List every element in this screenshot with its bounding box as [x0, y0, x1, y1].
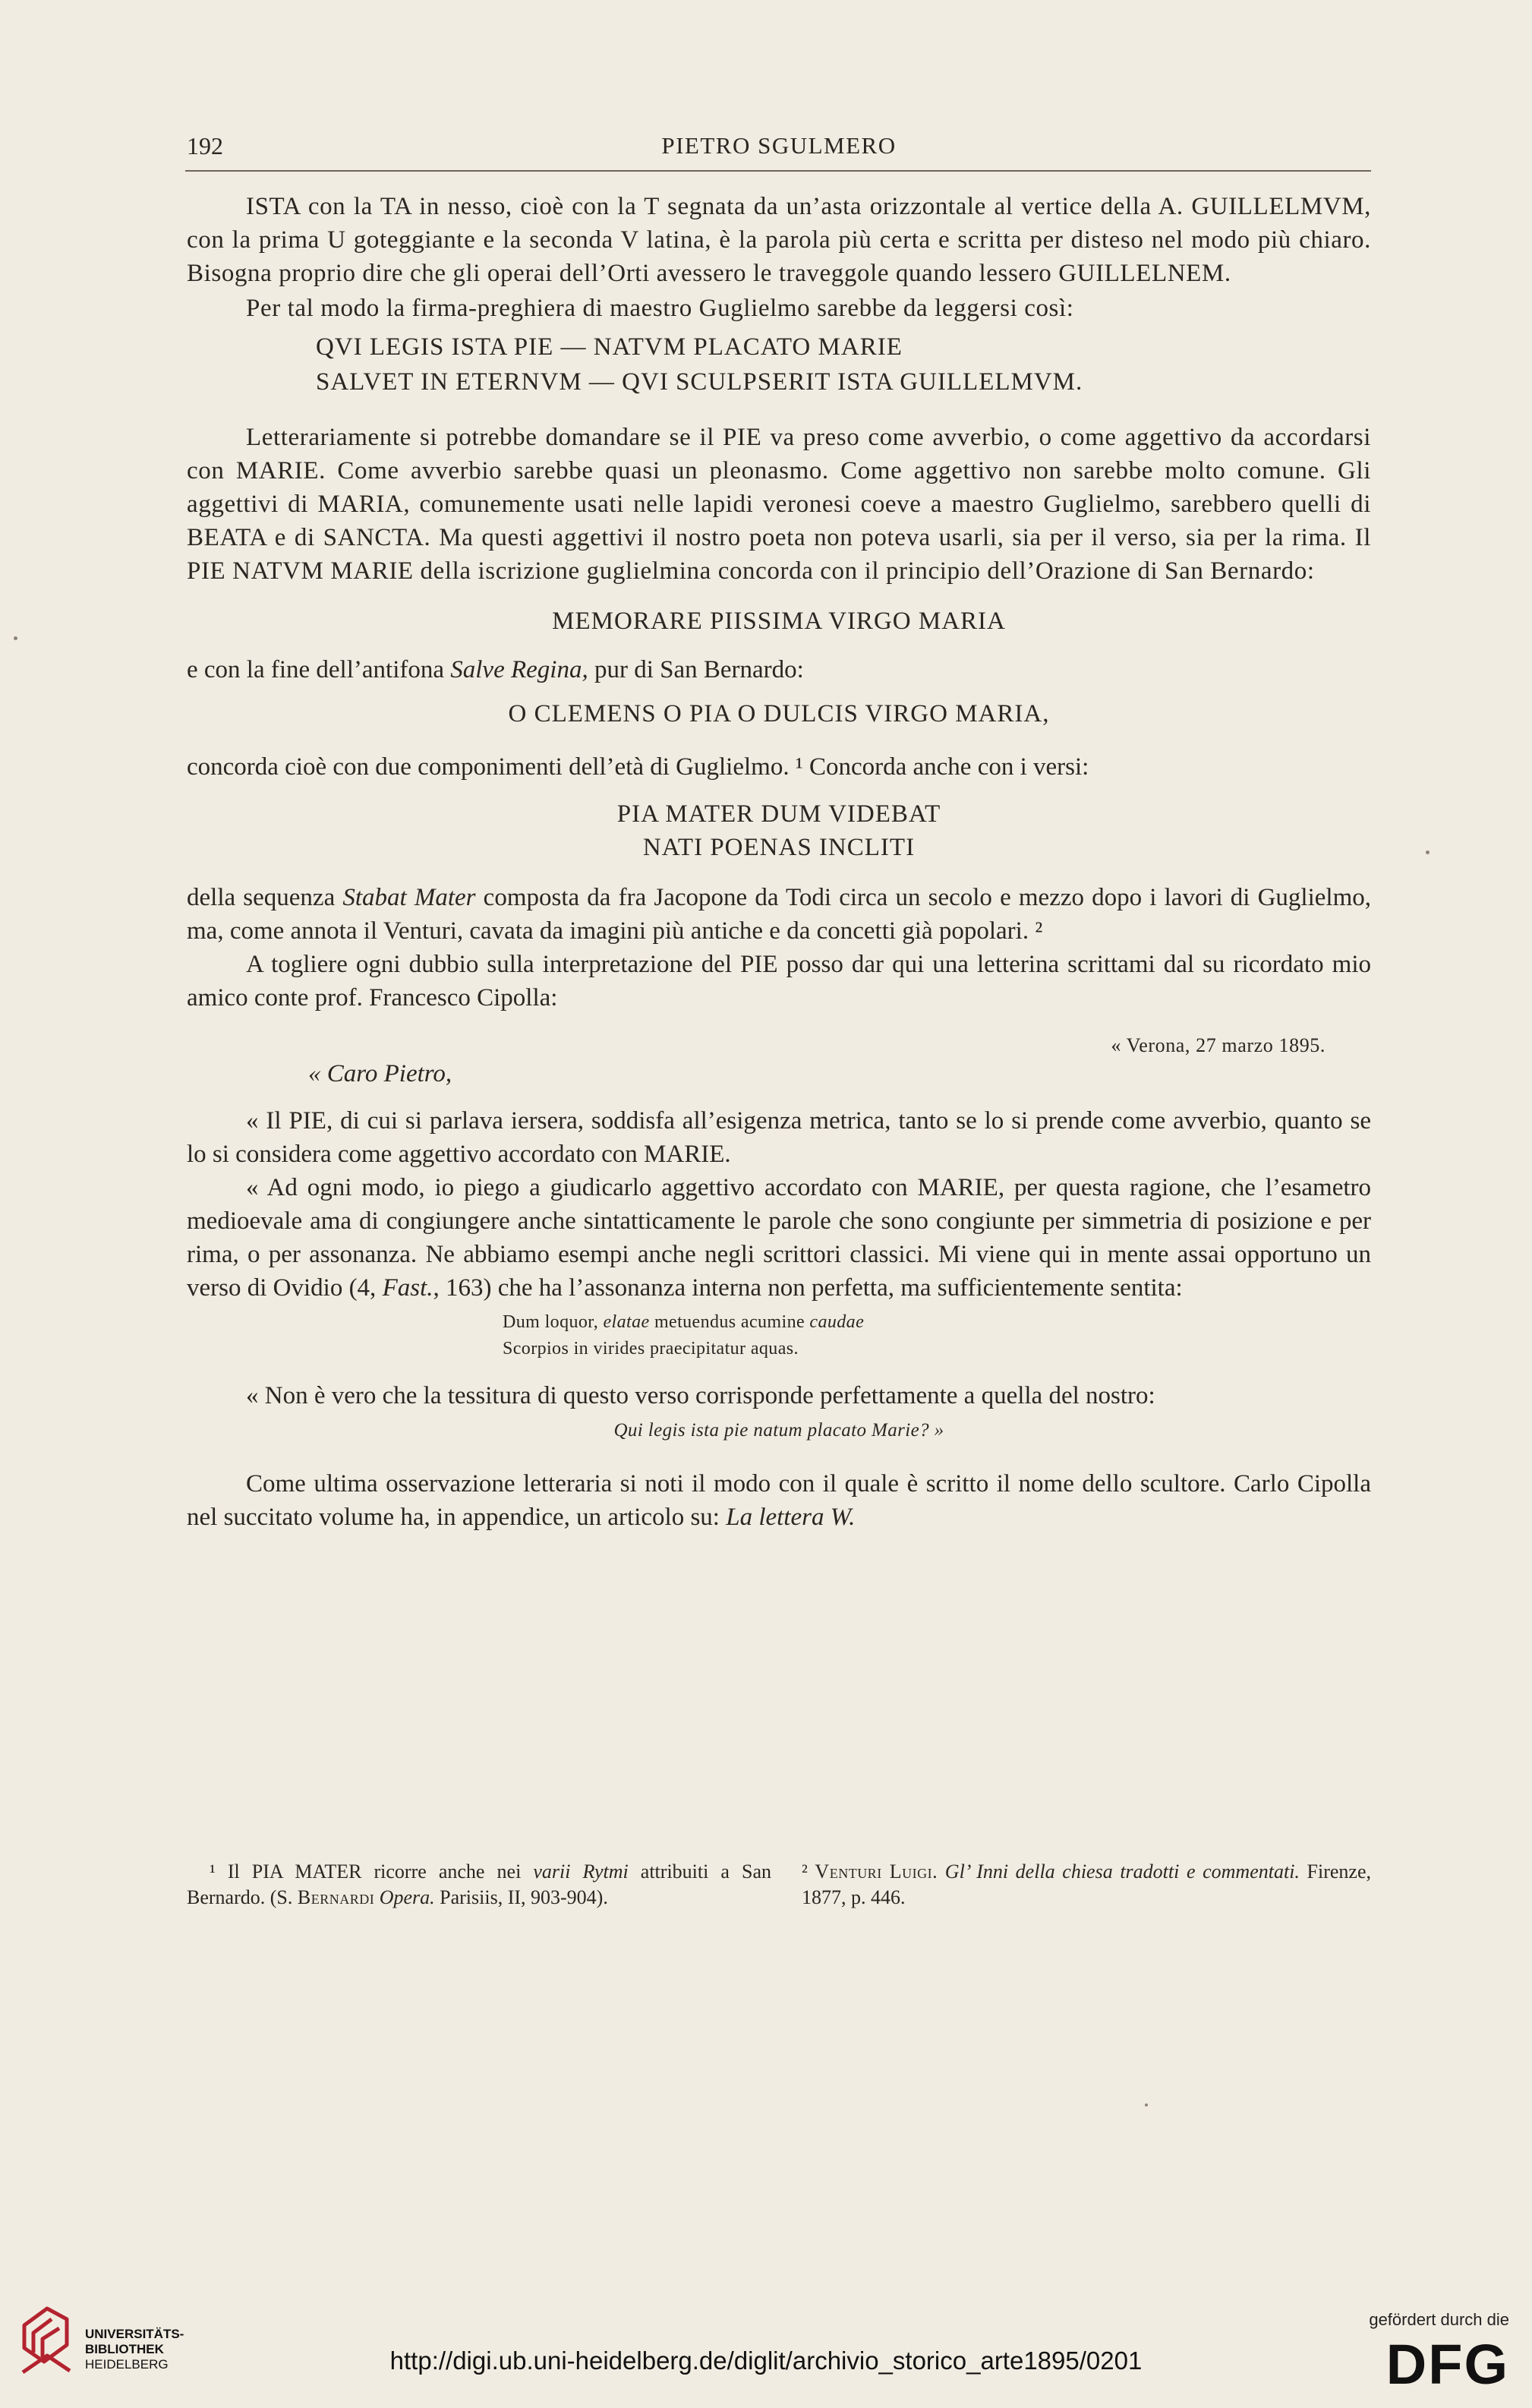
ovid-verse — [503, 1309, 1371, 1362]
paper-speck — [14, 636, 17, 640]
paragraph-3: Letterariamente si potrebbe domandare se il PIE va preso come avverbio, o come aggettivo da accordarsi con MARIE. Come avverbio sarebbe quasi un pleonasmo. Come aggettivo non sarebbe molto comune. Gli aggettivi di MARIA, comunemente usati nelle lapidi veronesi coeve a maestro Guglielmo, sarebbero quelli di BEATA e di SANCTA. Ma questi aggettivi il nostro poeta non poteva usarli, sia per il verso, sia per la rima. Il PIE NATVM MARIE della iscrizione guglielmina concorda con il principio dell’Orazione di San Bernardo: — [187, 424, 1371, 585]
running-header — [187, 132, 1371, 170]
ovid-line-1 — [503, 1309, 1371, 1336]
ovid-text-b: metuendus acumine — [649, 1312, 810, 1332]
paragraph-7: A togliere ogni dubbio sulla interpretazione del PIE posso dar qui una letterina scrittami dal su ricordato mio amico conte prof. Francesco Cipolla: — [187, 951, 1371, 1011]
fn1-smallcaps: Bernardi — [297, 1886, 375, 1908]
fn1-text-c: Parisiis, II, 903-904). — [434, 1886, 608, 1908]
footnote-1 — [187, 1859, 771, 1911]
paper-speck — [1145, 2103, 1148, 2107]
paragraph-11 — [187, 1467, 1371, 1534]
header-rule — [185, 170, 1371, 172]
inscription-line-2: SALVET IN ETERNVM — QVI SCULPSERIT ISTA GUILLELMVM. — [316, 368, 1083, 396]
quoted-verse: Qui legis ista pie natum placato Marie? » — [613, 1420, 944, 1441]
p9-text-a: « Ad ogni modo, io piego a giudicarlo aggettivo accordato con MARIE, per questa ragione, che l’esametro medioevale ama di congiungere anche sintatticamente le parole che sono congiunte per simmetria di posizione e per rima, o per assonanza. Ne abbiamo esempi anche negli scrittori classici. Mi viene qui in mente assai opportuno un verso di Ovidio (4, — [187, 1174, 1371, 1302]
inscription-line-1: QVI LEGIS ISTA PIE — NATVM PLACATO MARIE — [316, 333, 903, 361]
footnote-2 — [802, 1859, 1371, 1911]
fn1-italic-2: Opera. — [379, 1886, 435, 1908]
letter-salutation: « Caro Pietro, — [308, 1060, 452, 1087]
paragraph-4 — [187, 653, 1371, 686]
paragraph-10: « Non è vero che la tessitura di questo verso corrisponde perfettamente a quella del nostro: — [246, 1382, 1155, 1409]
main-text — [187, 190, 1371, 1534]
page-number: 192 — [187, 132, 223, 159]
p4-italic: Salve Regina, — [450, 656, 588, 683]
ovid-line-2: Scorpios in virides praecipitatur aquas. — [503, 1339, 799, 1359]
letter-date: « Verona, 27 marzo 1895. — [1111, 1034, 1326, 1056]
paragraph-6 — [187, 881, 1371, 948]
fn1-text-b: attribuiti a San Bernardo. (S. — [187, 1860, 772, 1908]
fn2-text-a: ² — [802, 1860, 815, 1883]
permalink-url[interactable]: http://digi.ub.uni-heidelberg.de/diglit/archivio_storico_arte1895/0201 — [389, 2346, 1143, 2375]
library-line-3: HEIDELBERG — [85, 2357, 169, 2372]
library-line-2: BIBLIOTHEK — [85, 2342, 164, 2356]
ovid-text-a: Dum loquor, — [503, 1312, 604, 1332]
p4-text-b: pur di San Bernardo: — [588, 656, 804, 683]
p6-italic: Stabat Mater — [342, 884, 476, 911]
digitization-footer — [0, 2280, 1532, 2408]
pia-line-1: PIA MATER DUM VIDEBAT — [616, 800, 941, 828]
funded-by-label: gefördert durch die — [1369, 2310, 1509, 2329]
p11-text-a: Come ultima osservazione letteraria si noti il modo con il quale è scritto il nome dello scultore. Carlo Cipolla nel succitato volume ha, in appendice, un articolo su: — [187, 1470, 1371, 1531]
p9-text-b: , 163) che ha l’assonanza interna non perfetta, ma sufficientemente sentita: — [433, 1274, 1183, 1302]
clemens-line: O CLEMENS O PIA O DULCIS VIRGO MARIA, — [508, 700, 1050, 727]
fn2-smallcaps: Venturi Luigi. — [815, 1860, 938, 1883]
p9-italic: Fast. — [382, 1274, 433, 1302]
paragraph-8: « Il PIE, di cui si parlava iersera, soddisfa all’esigenza metrica, tanto se lo si prende come avverbio, quanto se lo si considera come aggettivo accordato con MARIE. — [187, 1107, 1371, 1168]
p6-text-b: composta da fra Jacopone da Todi circa un secolo e mezzo dopo i lavori di Guglielmo, ma, come annota il Venturi, cavata da imagini più antiche e da concetti già popolari. ² — [187, 884, 1371, 945]
paper-speck — [1426, 851, 1430, 854]
library-line-1: UNIVERSITÄTS- — [85, 2327, 184, 2341]
p11-italic: La lettera W. — [726, 1504, 856, 1531]
paragraph-9 — [187, 1171, 1371, 1305]
fn1-italic: varii Rytmi — [533, 1860, 629, 1883]
running-title: PIETRO SGULMERO — [661, 132, 897, 159]
ovid-italic-2: caudae — [809, 1312, 865, 1332]
paragraph-2: Per tal modo la firma-preghiera di maestro Guglielmo sarebbe da leggersi così: — [246, 295, 1074, 322]
pia-mater-verse — [187, 797, 1371, 864]
paragraph-5: concorda cioè con due componimenti dell’età di Guglielmo. ¹ Concorda anche con i versi: — [187, 753, 1089, 781]
fn1-text-a: ¹ Il PIA MATER ricorre anche nei — [210, 1860, 534, 1883]
ovid-italic-1: elatae — [603, 1312, 650, 1332]
p4-text-a: e con la fine dell’antifona — [187, 656, 451, 683]
dfg-logo: DFG — [1385, 2333, 1509, 2396]
inscription-verse — [316, 330, 1371, 399]
fn2-text-b: Firenze, 1877, p. 446. — [802, 1860, 1371, 1908]
fn2-italic: Gl’ Inni della chiesa tradotti e commentati. — [944, 1860, 1300, 1883]
pia-line-2: NATI POENAS INCLITI — [642, 834, 916, 861]
paragraph-1: ISTA con la TA in nesso, cioè con la T segnata da un’asta orizzontale al vertice della A. GUILLELMVM, con la prima U goteggiante e la seconda V latina, è la parola più certa e scritta per disteso nel modo più chiaro. Bisogna proprio dire che gli operai dell’Orti avessero le traveggole quando lessero GUILLELNEM. — [187, 193, 1371, 287]
p6-text-a: della sequenza — [187, 884, 343, 911]
memorare-line: MEMORARE PIISSIMA VIRGO MARIA — [552, 608, 1006, 635]
